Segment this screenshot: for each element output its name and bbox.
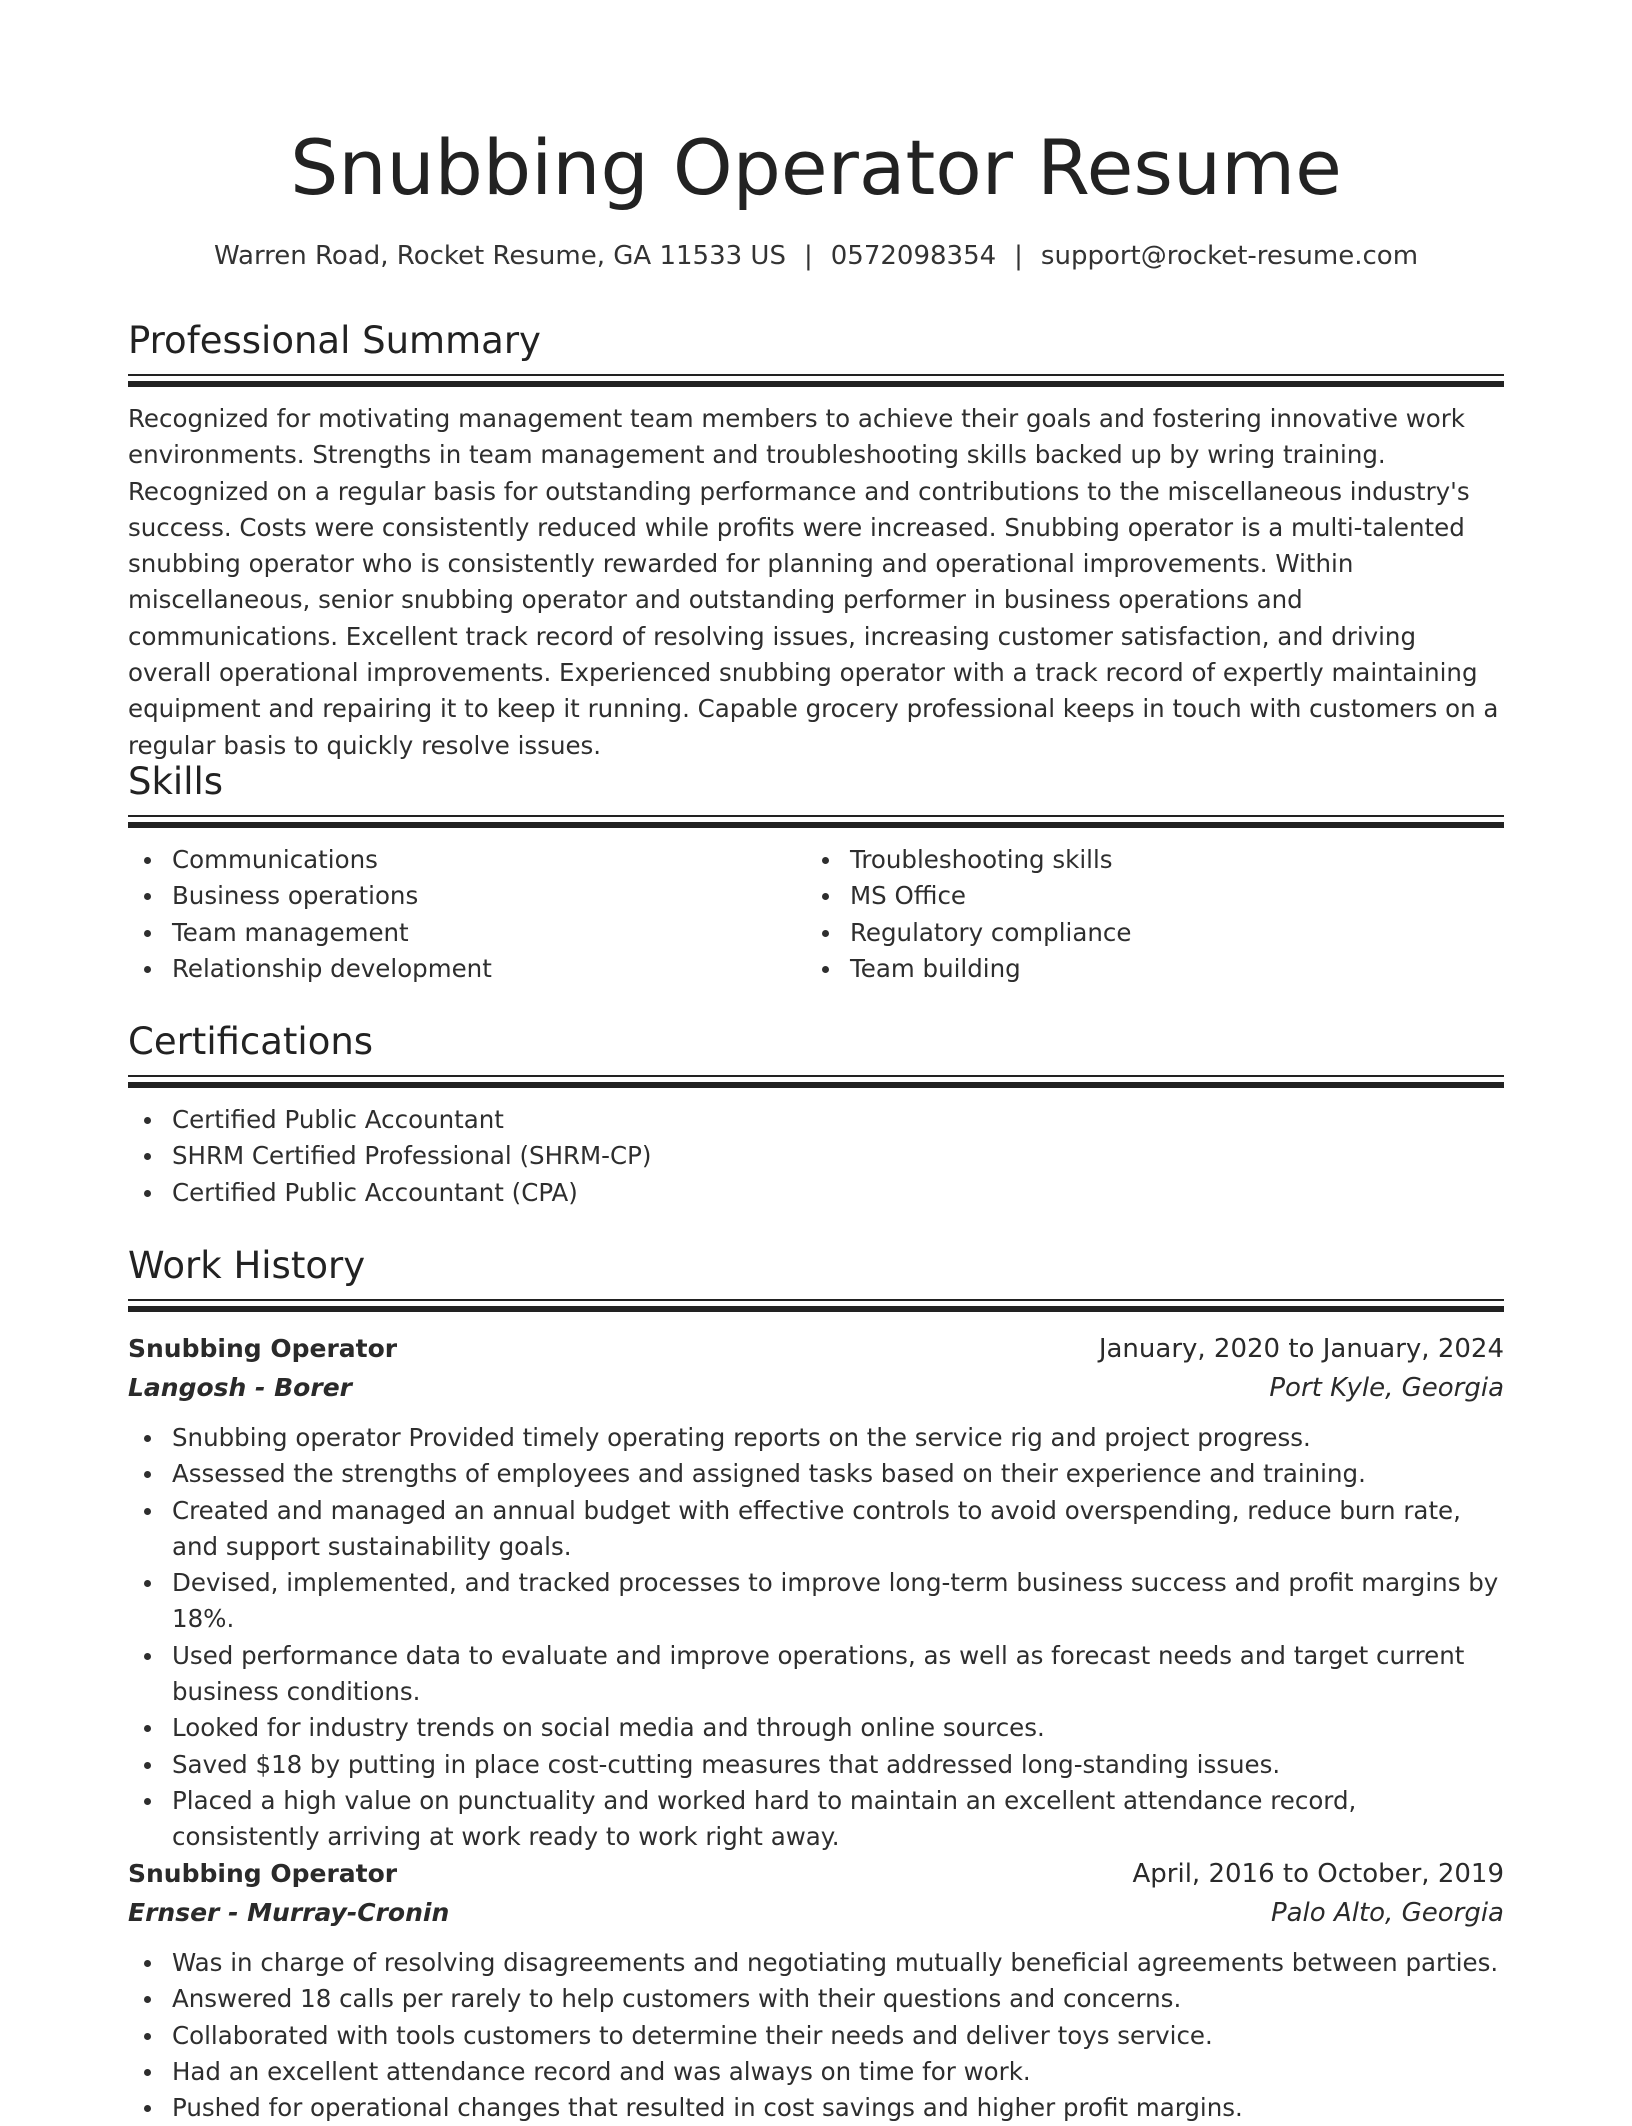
skill-item: Troubleshooting skills	[806, 842, 1484, 878]
skill-item: Business operations	[128, 878, 806, 914]
certification-item: Certified Public Accountant (CPA)	[128, 1175, 1504, 1211]
job-duty-item: Placed a high value on punctuality and worked hard to maintain an excellent attendance record, consistently arriving at work ready to work right away.	[128, 1783, 1504, 1856]
skill-item: Relationship development	[128, 951, 806, 987]
certifications-list	[128, 1102, 1504, 1211]
job-dates: April, 2016 to October, 2019	[1132, 1859, 1504, 1889]
contact-separator: |	[803, 241, 813, 271]
skills-columns	[128, 828, 1504, 987]
job-subheader	[128, 1893, 1504, 1933]
job-entry	[128, 1330, 1504, 1856]
section-divider-thick	[128, 381, 1504, 387]
job-duties-list	[128, 1420, 1504, 1856]
skills-list-left	[128, 842, 806, 987]
job-duty-item: Snubbing operator Provided timely operating reports on the service rig and project progress.	[128, 1420, 1504, 1456]
skills-list-right	[806, 842, 1484, 987]
job-location: Port Kyle, Georgia	[1269, 1373, 1504, 1403]
job-title: Snubbing Operator	[128, 1334, 398, 1363]
summary-heading: Professional Summary	[128, 319, 541, 362]
section-divider	[128, 374, 1504, 376]
work-history-section	[128, 1241, 1504, 1312]
job-duty-item: Had an excellent attendance record and was always on time for work.	[128, 2054, 1504, 2090]
skills-heading: Skills	[128, 760, 224, 803]
certifications-heading: Certifications	[128, 1020, 374, 1063]
page-title: Snubbing Operator Resume	[290, 123, 1342, 212]
skill-item: MS Office	[806, 878, 1484, 914]
job-duty-item: Assessed the strengths of employees and assigned tasks based on their experience and training.	[128, 1456, 1504, 1492]
section-divider-thick	[128, 1306, 1504, 1312]
contact-separator: |	[1014, 241, 1023, 271]
skills-section	[128, 757, 1504, 987]
job-header	[128, 1330, 1504, 1368]
summary-section	[128, 316, 1504, 764]
job-duty-item: Created and managed an annual budget with effective controls to avoid overspending, reduce burn rate, and support sustainability goals.	[128, 1493, 1504, 1566]
certification-item: Certified Public Accountant	[128, 1102, 1504, 1138]
contact-line	[128, 238, 1504, 274]
job-title: Snubbing Operator	[128, 1859, 398, 1888]
job-header	[128, 1855, 1504, 1893]
section-divider-thick	[128, 1082, 1504, 1088]
job-entry	[128, 1855, 1504, 2126]
job-company: Langosh - Borer	[128, 1373, 352, 1402]
job-duty-item: Collaborated with tools customers to determine their needs and deliver toys service.	[128, 2018, 1504, 2054]
summary-text: Recognized for motivating management team members to achieve their goals and fostering innovative work environments. Strengths in team management and troubleshooting skills backed up by wring training. Recognized on a regular basis for outstanding performance and contributions to the miscellaneous industry's success. Costs were consistently reduced while profits were increased. Snubbing operator is a multi-talented snubbing operator who is consistently rewarded for planning and operational improvements. Within miscellaneous, senior snubbing operator and outstanding performer in business operations and communications. Excellent track record of resolving issues, increasing customer satisfaction, and driving overall operational improvements. Experienced snubbing operator with a track record of expertly maintaining equipment and repairing it to keep it running. Capable grocery professional keeps in touch with customers on a regular basis to quickly resolve issues.	[128, 404, 1499, 760]
job-duties-list	[128, 1945, 1504, 2126]
work-history-heading: Work History	[128, 1244, 366, 1287]
contact-address: Warren Road, Rocket Resume, GA 11533 US	[213, 241, 786, 271]
job-subheader	[128, 1368, 1504, 1408]
job-duty-item: Looked for industry trends on social media and through online sources.	[128, 1710, 1504, 1746]
job-duty-item: Saved $18 by putting in place cost-cutting measures that addressed long-standing issues.	[128, 1747, 1504, 1783]
contact-phone: 0572098354	[830, 241, 997, 271]
job-duty-item: Was in charge of resolving disagreements and negotiating mutually beneficial agreements between parties.	[128, 1945, 1504, 1981]
skill-item: Communications	[128, 842, 806, 878]
job-duty-item: Pushed for operational changes that resulted in cost savings and higher profit margins.	[128, 2090, 1504, 2126]
section-divider	[128, 815, 1504, 817]
job-location: Palo Alto, Georgia	[1270, 1898, 1504, 1928]
contact-email: support@rocket-resume.com	[1040, 241, 1419, 271]
job-duty-item: Answered 18 calls per rarely to help customers with their questions and concerns.	[128, 1981, 1504, 2017]
certification-item: SHRM Certified Professional (SHRM-CP)	[128, 1138, 1504, 1174]
skill-item: Team management	[128, 915, 806, 951]
section-divider	[128, 1075, 1504, 1077]
job-dates: January, 2020 to January, 2024	[1098, 1334, 1504, 1364]
job-duty-item: Used performance data to evaluate and improve operations, as well as forecast needs and target current business conditions.	[128, 1638, 1504, 1711]
skill-item: Team building	[806, 951, 1484, 987]
skill-item: Regulatory compliance	[806, 915, 1484, 951]
job-duty-item: Devised, implemented, and tracked processes to improve long-term business success and profit margins by 18%.	[128, 1565, 1504, 1638]
certifications-section	[128, 1017, 1504, 1211]
job-company: Ernser - Murray-Cronin	[128, 1898, 450, 1927]
section-divider	[128, 1299, 1504, 1301]
